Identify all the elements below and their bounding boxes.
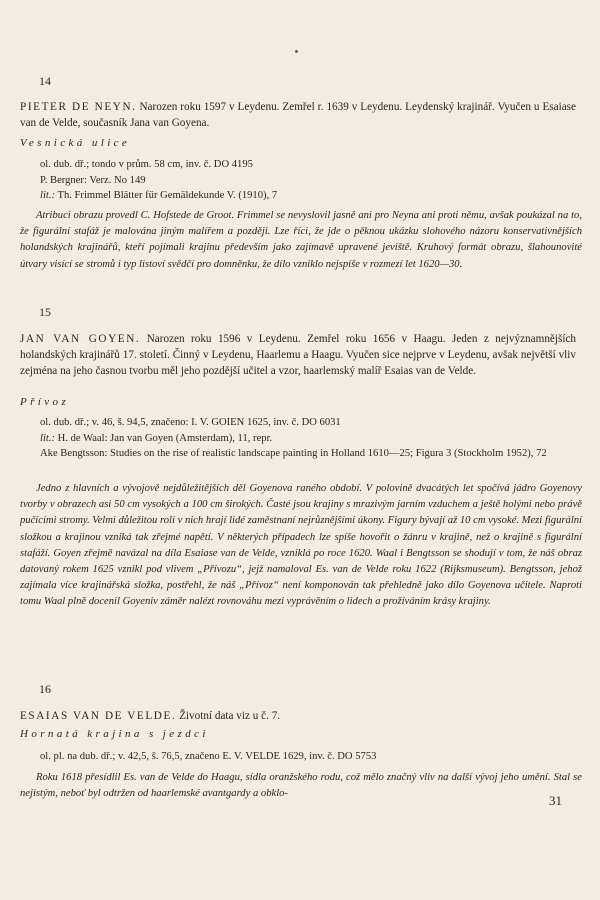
literature-text: H. de Waal: Jan van Goyen (Amsterdam), 11, repr. <box>55 432 273 444</box>
artist-heading <box>20 99 576 131</box>
entry-number: 14 <box>39 74 51 88</box>
metadata-line: ol. pl. na dub. dř.; v. 42,5, š. 76,5, značeno E. V. VELDE 1629, inv. č. DO 5753 <box>40 751 377 762</box>
metadata-line: ol. dub. dř.; tondo v prům. 58 cm, inv. č. DO 4195 <box>40 159 253 170</box>
entry-number: 16 <box>39 682 51 696</box>
artist-name: PIETER DE NEYN. <box>20 101 137 113</box>
artist-name: JAN VAN GOYEN. <box>20 333 141 345</box>
artist-bio: Životní data viz u č. 7. <box>176 710 281 722</box>
artist-bio: Narozen roku 1596 v Leydenu. Zemřel roku 1656 v Haagu. Jeden z nejvýznamnějších holandských krajinářů 17. století. Činný v Leydenu, Haarlemu a Haagu. Vyučen sice nejprve v Leydenu, avšak největší vliv zejména na jeho časnou tvorbu měl jeho pozdější učitel a vzor, haarlemský malíř Esaias van de Velde. <box>20 333 577 377</box>
metadata-line: P. Bergner: Verz. No 149 <box>40 174 146 186</box>
painting-title: Hornatá krajina s jezdci <box>20 728 209 740</box>
metadata-line: Ake Bengtsson: Studies on the rise of realistic landscape painting in Holland 1610—25; Figura 3 (Stockholm 1952), 72 <box>40 448 547 459</box>
artist-heading <box>20 708 576 724</box>
metadata-line <box>40 431 580 447</box>
page-number: 31 <box>549 793 562 808</box>
commentary-paragraph: Atribuci obrazu provedl C. Hofstede de Groot. Frimmel se nevyslovil jasně ani pro Neyna ani proti němu, avšak poukázal na to, že figurální stafáž je malována jiným malířem a později. Lze říci, že jde o pěknou ukázku slohového názoru konservativnějších holandských krajinářů, kteří pojímali krajinu především jako zajímavě upravené jeviště. Kruhový formát obrazu, šlahounovité útvary visící se stromů i typ listoví svědčí pro domněnku, že dílo vzniklo nejspíše v rozmezí let 1620—30. <box>20 210 582 270</box>
literature-text: Th. Frimmel Blätter für Gemäldekunde V. (1910), 7 <box>55 190 278 201</box>
entry-number: 15 <box>39 305 51 319</box>
painting-title: Vesnická ulice <box>20 137 131 149</box>
painting-metadata <box>40 415 580 462</box>
artist-heading <box>20 331 576 379</box>
painting-title: Přívoz <box>20 396 70 408</box>
page-speck <box>295 50 298 53</box>
painting-metadata <box>40 749 580 765</box>
metadata-line <box>40 188 580 204</box>
literature-label: lit.: <box>40 432 56 444</box>
artist-name: ESAIAS VAN DE VELDE. <box>20 710 177 722</box>
painting-metadata <box>40 157 580 204</box>
commentary-paragraph: Roku 1618 přesídlil Es. van de Velde do Haagu, sídla oranžského rodu, což mělo značný vliv na další vývoj jeho umění. Stal se nejistým, neboť byl odtržen od haarlemské avantgardy a obklo- <box>20 772 582 800</box>
metadata-line: ol. dub. dř.; v. 46, š. 94,5, značeno: I. V. GOIEN 1625, inv. č. DO 6031 <box>40 417 341 428</box>
literature-label: lit.: <box>40 190 56 201</box>
artist-bio: Narozen roku 1597 v Leydenu. Zemřel r. 1639 v Leydenu. Leydenský krajinář. Vyučen u Esaiase van de Velde, současník Jana van Goyena. <box>20 101 576 129</box>
commentary-paragraph: Jedno z hlavních a vývojově nejdůležitějších děl Goyenova raného období. V polovině dvacátých let spočívá jádro Goyenovy tvorby v obrazech asi 50 cm vysokých a 100 cm širokých. Časté jsou krajiny s mrazivým jarním vzduchem a ještě holými nebo právě pučícími stromy. Velmi důležitou roli v nich hrají lidé zaměstnaní nejrůznějšími úkony. Figury bývají až 10 cm vysoké. Mezi figurální složkou a krajinou vzniká tak zřejmé napětí. V některých případech lze spíše hovořit o žánru v krajině, než o krajině s figurální stafáží. Goyen zřejmě navázal na díla Esaiase van de Velde, vzniklá po roce 1620. Waal i Bengtsson se shodují v tom, že náš obraz datovaný rokem 1625 vznikl pod vlivem „Přívozu“, jejž namaloval Es. van de Velde roku 1622 (Rijksmuseum). Bengtsson, jehož zajímala více krajinářská složka, postřehl, že náš „Přívoz“ není komponován tak přehledně jako dílo Goyenova učitele. Naproti tomu Waal plně docenil Goyeniv záměr nalézt rovnováhu mezi vyprávěním o lidech a prožíváním krásy krajiny. <box>20 483 582 608</box>
